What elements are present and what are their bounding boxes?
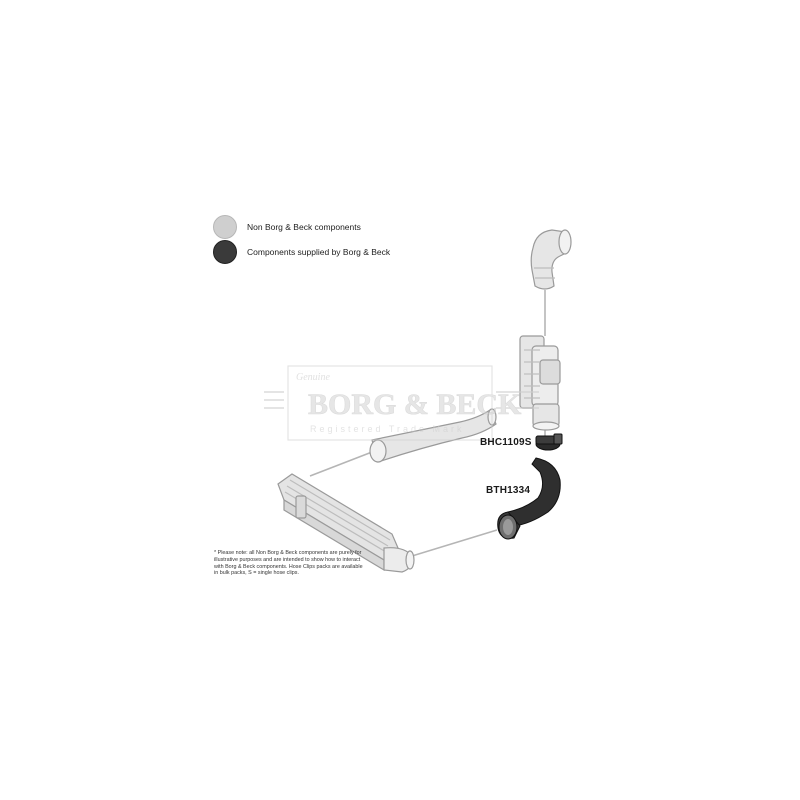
hose-clip-label: BHC1109S	[480, 437, 532, 448]
svg-text:BORG & BECK: BORG & BECK	[308, 388, 522, 421]
legend-light-dot-icon	[213, 215, 237, 239]
legend-item-non-bb	[213, 215, 361, 239]
legend-dark-dot-icon	[213, 240, 237, 264]
hose-clip-part	[536, 434, 562, 450]
left-intake-pipe	[370, 409, 496, 462]
legend-item-bb	[213, 240, 390, 264]
leader-left-pipe-to-intercooler	[310, 452, 372, 476]
svg-text:Registered Trade Mark: Registered Trade Mark	[310, 424, 465, 434]
throttle-housing	[520, 336, 560, 430]
hose-label: BTH1334	[486, 485, 531, 496]
leader-intercooler-to-hose	[412, 530, 497, 556]
legend-label-bb: Components supplied by Borg & Beck	[247, 247, 391, 257]
turbo-hose-part	[498, 458, 561, 539]
svg-text:Genuine: Genuine	[296, 372, 330, 383]
upper-elbow-pipe	[531, 230, 571, 289]
legend-label-non-bb: Non Borg & Beck components	[247, 222, 361, 232]
disclaimer-note: * Please note: all Non Borg & Beck components are purely for illustrative purposes and are intended to show how to interact with Borg & Beck components. Hose Clips packs are available in bulk packs, S = single hose clips.	[214, 550, 363, 577]
